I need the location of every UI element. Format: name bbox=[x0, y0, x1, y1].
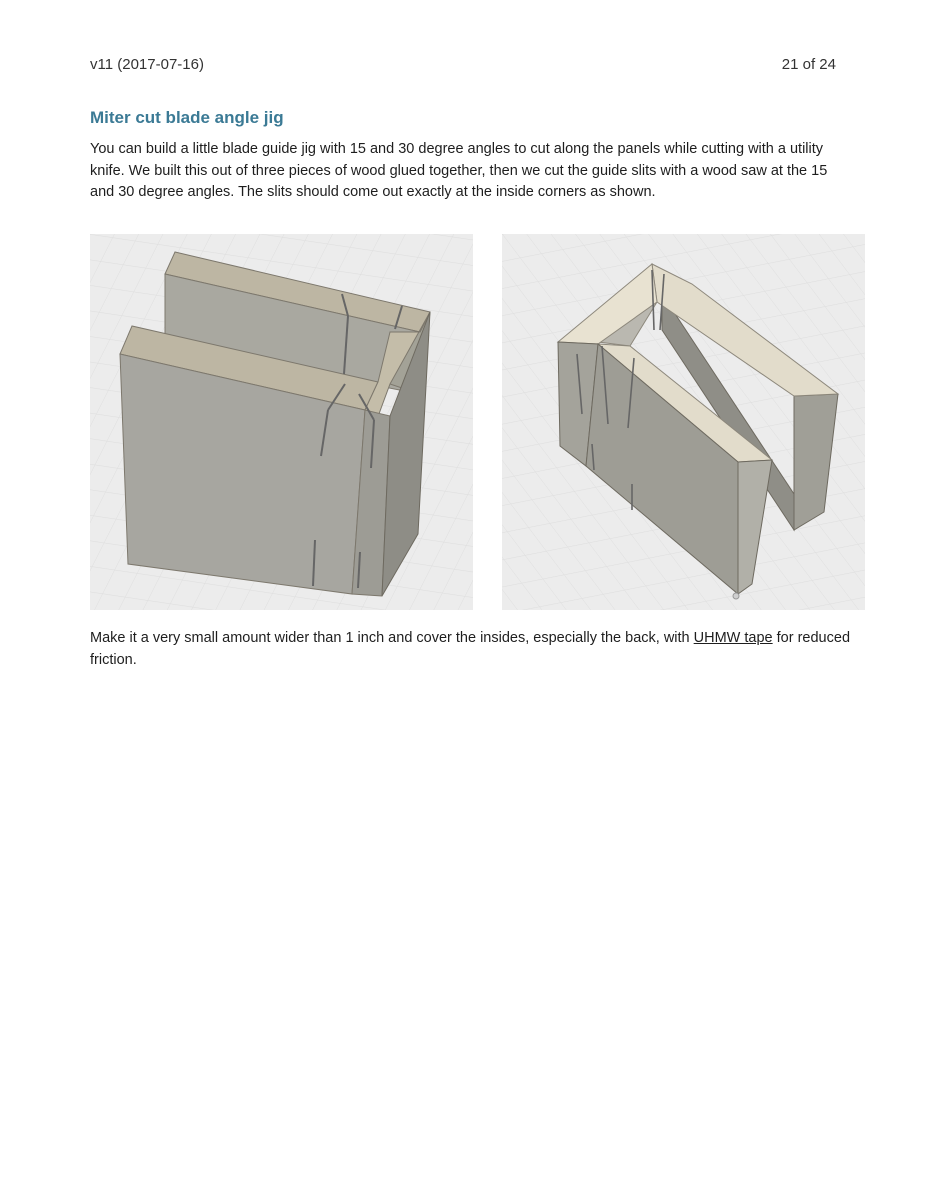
jig-render-top-view bbox=[502, 234, 865, 610]
uhmw-tape-link[interactable]: UHMW tape bbox=[693, 630, 773, 646]
jig-render-top-view-svg bbox=[502, 234, 865, 610]
note-paragraph bbox=[90, 628, 850, 671]
jig-render-front-view bbox=[90, 234, 473, 610]
intro-paragraph: You can build a little blade guide jig with 15 and 30 degree angles to cut along the panels while cutting with a utility knife. We built this out of three pieces of wood glued together, then we cut the guide slits with a wood saw at the 15 and 30 degree angles. The slits should come out exactly at the inside corners as shown. bbox=[90, 141, 828, 200]
version-label: v11 (2017-07-16) bbox=[90, 56, 204, 73]
note-text-before: Make it a very small amount wider than 1 inch and cover the insides, especially the back, with bbox=[90, 630, 694, 646]
jig-render-front-view-svg bbox=[90, 234, 473, 610]
section-title: Miter cut blade angle jig bbox=[90, 108, 284, 127]
note-text-after: for reduced friction. bbox=[90, 630, 851, 668]
page-number: 21 of 24 bbox=[781, 56, 836, 73]
